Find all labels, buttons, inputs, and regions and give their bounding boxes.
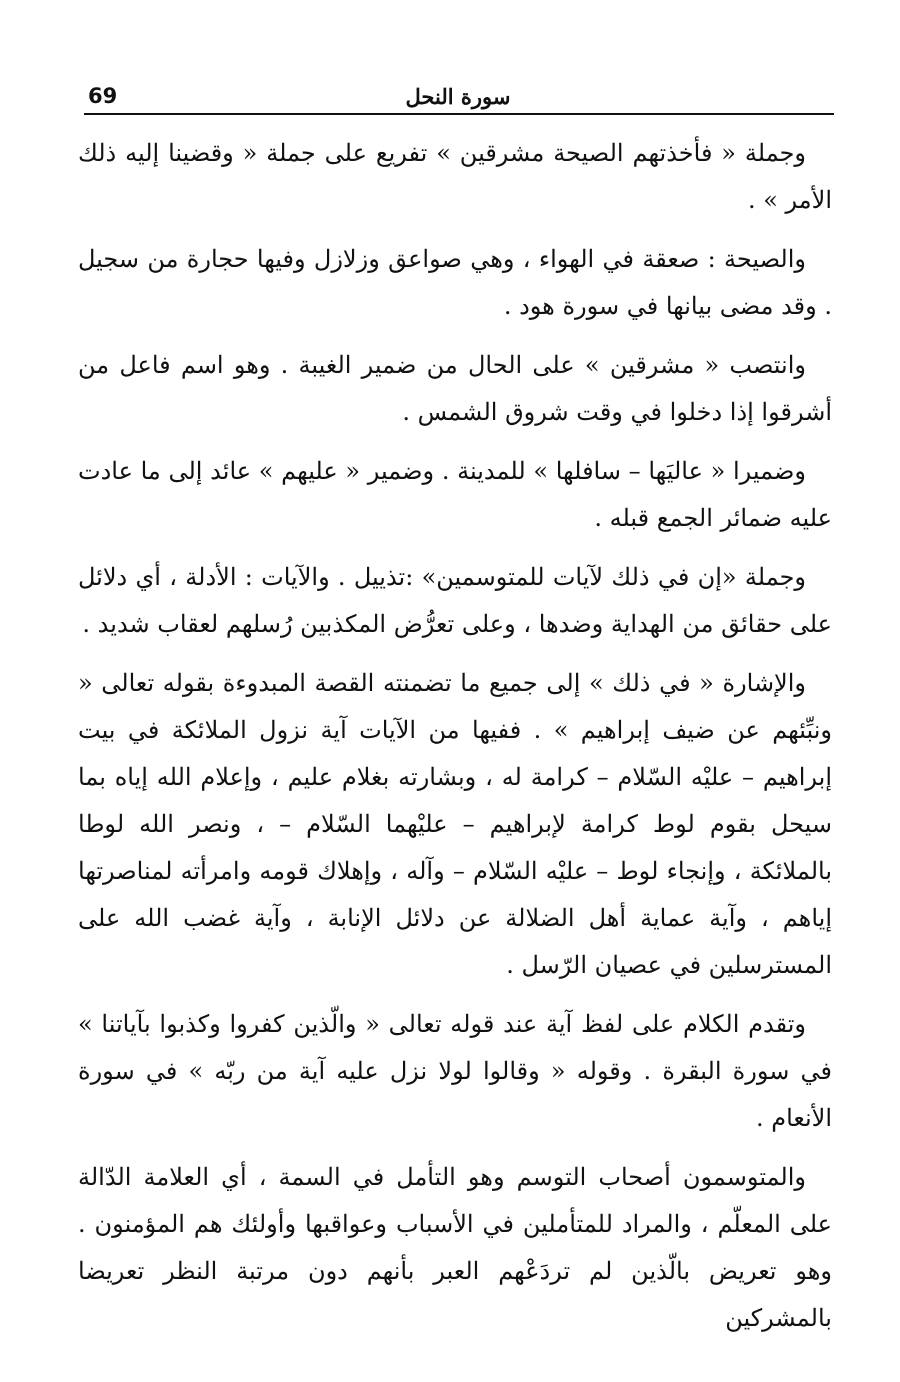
page-number: 69 bbox=[88, 84, 118, 108]
paragraph-3: وانتصب « مشرقين » على الحال من ضمير الغيبة . وهو اسم فاعل من أشرقوا إذا دخلوا في وقت شروق الشمس . bbox=[78, 351, 832, 426]
paragraph-1: وجملة « فأخذتهم الصيحة مشرقين » تفريع على جملة « وقضينا إليه ذلك الأمر » . bbox=[78, 139, 832, 214]
page-header bbox=[84, 84, 832, 112]
surah-title: سورة النحل bbox=[405, 84, 511, 109]
header-rule bbox=[84, 113, 834, 115]
paragraph-4: وضميرا « عاليَها – سافلها » للمدينة . وضمير « عليهم » عائد إلى ما عادت عليه ضمائر الجمع قبله . bbox=[78, 457, 832, 532]
paragraph-6: والإشارة « في ذلك » إلى جميع ما تضمنته القصة المبدوءة بقوله تعالى « ونبِّئهم عن ضيف إبراهيم » . ففيها من الآيات آية نزول الملائكة في بيت إبراهيم – عليْه السّلام – كرامة له ، وبشارته بغلام عليم ، وإعلام الله إياه بما سيحل بقوم لوط كرامة لإبراهيم – عليْهما السّلام – ، ونصر الله لوطا بالملائكة ، وإنجاء لوط – عليْه السّلام – وآله ، وإهلاك قومه وامرأته لمناصرتها إياهم ، وآية عماية أهل الضلالة عن دلائل الإنابة ، وآية غضب الله على المسترسلين في عصيان الرّسل . bbox=[78, 669, 832, 979]
paragraph-8: والمتوسمون أصحاب التوسم وهو التأمل في السمة ، أي العلامة الدّالة على المعلّم ، والمراد للمتأملين في الأسباب وعواقبها وأولئك هم المؤمنون . وهو تعريض بالّذين لم تردَعْهم العبر بأنهم دون مرتبة النظر تعريضا بالمشركين bbox=[78, 1163, 832, 1332]
paragraph-7: وتقدم الكلام على لفظ آية عند قوله تعالى « والّذين كفروا وكذبوا بآياتنا » في سورة البقرة . وقوله « وقالوا لولا نزل عليه آية من ربّه » في سورة الأنعام . bbox=[78, 1010, 832, 1132]
page-body bbox=[78, 130, 832, 1342]
paragraph-5: وجملة «إن في ذلك لآيات للمتوسمين» :تذييل . والآيات : الأدلة ، أي دلائل على حقائق من الهداية وضدها ، وعلى تعرُّض المكذبين رُسلهم لعقاب شديد . bbox=[78, 563, 832, 638]
paragraph-2: والصيحة : صعقة في الهواء ، وهي صواعق وزلازل وفيها حجارة من سجيل . وقد مضى بيانها في سورة هود . bbox=[78, 245, 832, 320]
